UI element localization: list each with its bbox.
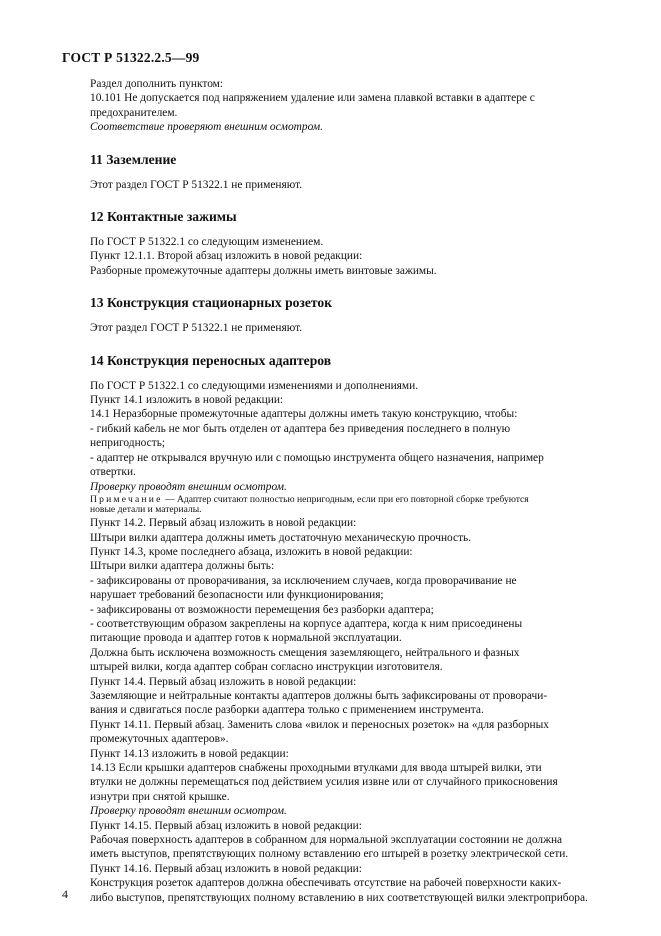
s14-line: Заземляющие и нейтральные контакты адаптеров должны быть зафиксированы от проворачи- [90, 689, 548, 702]
s14-line: отвертки. [90, 466, 136, 479]
section-12-line-1: По ГОСТ Р 51322.1 со следующим изменением. [90, 236, 324, 249]
s14-line: По ГОСТ Р 51322.1 со следующими изменениями и дополнениями. [90, 379, 419, 392]
s14-line: Пункт 14.15. Первый абзац изложить в новой редакции: [90, 819, 362, 832]
s14-line: изнутри при снятой крышке. [90, 790, 230, 803]
s14-line: питающие провода и адаптер готов к нормальной эксплуатации. [90, 632, 402, 645]
s14-line: Штыри вилки адаптера должны иметь достаточную механическую прочность. [90, 531, 472, 544]
s14-line: иметь выступов, препятствующих полному вставлению его штырей в розетку электрической сети. [90, 848, 569, 861]
s14-line: Конструкция розеток адаптеров должна обеспечивать отсутствие на рабочей поверхности каких- [90, 877, 562, 890]
s14-line: штырей вилки, когда адаптер собран согласно инструкции изготовителя. [90, 661, 443, 674]
document-header: ГОСТ Р 51322.2.5—99 [62, 50, 200, 65]
s14-line: Пункт 14.16. Первый абзац изложить в новой редакции: [90, 862, 362, 875]
s14-line: Пункт 14.13 изложить в новой редакции: [90, 747, 289, 760]
s14-line: либо выступов, препятствующих полному вставлению в них соответствующей вилки электроприбора. [90, 891, 588, 904]
s14-check: Проверку проводят внешним осмотром. [90, 480, 287, 493]
section-11-title: 11 Заземление [90, 151, 177, 167]
s14-line: непригодность; [90, 437, 166, 450]
s14-line: Пункт 14.3, кроме последнего абзаца, изложить в новой редакции: [90, 545, 413, 558]
s14-line: 14.13 Если крышки адаптеров снабжены проходными втулками для ввода штырей вилки, эти [90, 762, 542, 774]
section-14-title: 14 Конструкция переносных адаптеров [90, 352, 332, 368]
section-11-text: Этот раздел ГОСТ Р 51322.1 не применяют. [90, 178, 303, 191]
s14-line: Рабочая поверхность адаптеров в собранном для нормальной эксплуатации состоянии не должна [90, 834, 563, 847]
s14-line: Должна быть исключена возможность смещения заземляющего, нейтрального и фазных [90, 646, 520, 659]
s14-line: Пункт 14.4. Первый абзац изложить в новой редакции: [90, 675, 357, 688]
intro-line-2: 10.101 Не допускается под напряжением удаление или замена плавкой вставки в адаптере с [90, 92, 535, 105]
s14-line: Пункт 14.1 изложить в новой редакции: [90, 394, 284, 407]
s14-line: вания и сдвигаться после разборки адаптера только с применением инструмента. [90, 704, 484, 717]
s14-line: - соответствующим образом закреплены на корпусе адаптера, когда к ним присоединены [90, 617, 523, 630]
s14-line: - зафиксированы от проворачивания, за исключением случаев, когда проворачивание не [90, 574, 517, 587]
s14-check: Проверку проводят внешним осмотром. [90, 805, 287, 818]
section-13-title: 13 Конструкция стационарных розеток [90, 295, 333, 311]
s14-line: втулки не должны перемещаться под действием усилия извне или от случайного прикосновения [90, 776, 558, 789]
page-number: 4 [62, 887, 68, 901]
section-12-line-3: Разборные промежуточные адаптеры должны иметь винтовые зажимы. [90, 264, 437, 277]
s14-line: - адаптер не открывался вручную или с помощью инструмента общего назначения, например [90, 451, 544, 464]
s14-line: Пункт 14.11. Первый абзац. Заменить слова «вилок и переносных розеток» на «для разборных [90, 718, 549, 731]
note-text: — Адаптер считают полностью непригодным, если при его повторной сборке требуются [162, 493, 529, 505]
intro-line-1: Раздел дополнить пунктом: [90, 78, 224, 90]
document-body [90, 77, 600, 905]
section-12-line-2: Пункт 12.1.1. Второй абзац изложить в новой редакции: [90, 250, 363, 263]
note-label: Примечание [90, 493, 163, 505]
note-continued: новые детали и материалы. [90, 503, 202, 515]
section-12-title: 12 Контактные зажимы [90, 209, 237, 225]
s14-line: Штыри вилки адаптера должны быть: [90, 560, 275, 573]
s14-line: - зафиксированы от возможности перемещения без разборки адаптера; [90, 603, 434, 616]
section-13-text: Этот раздел ГОСТ Р 51322.1 не применяют. [90, 322, 303, 335]
intro-check: Соответствие проверяют внешним осмотром. [90, 121, 323, 134]
s14-line: 14.1 Неразборные промежуточные адаптеры должны иметь такую конструкцию, чтобы: [90, 408, 518, 421]
s14-line: Пункт 14.2. Первый абзац изложить в новой редакции: [90, 517, 357, 530]
s14-line: - гибкий кабель не мог быть отделен от адаптера без приведения последнего в полную [90, 422, 511, 435]
s14-line: промежуточных адаптеров». [90, 733, 229, 746]
intro-line-3: предохранителем. [90, 106, 178, 119]
s14-line: нарушает требований безопасности или функционирования; [90, 589, 384, 602]
